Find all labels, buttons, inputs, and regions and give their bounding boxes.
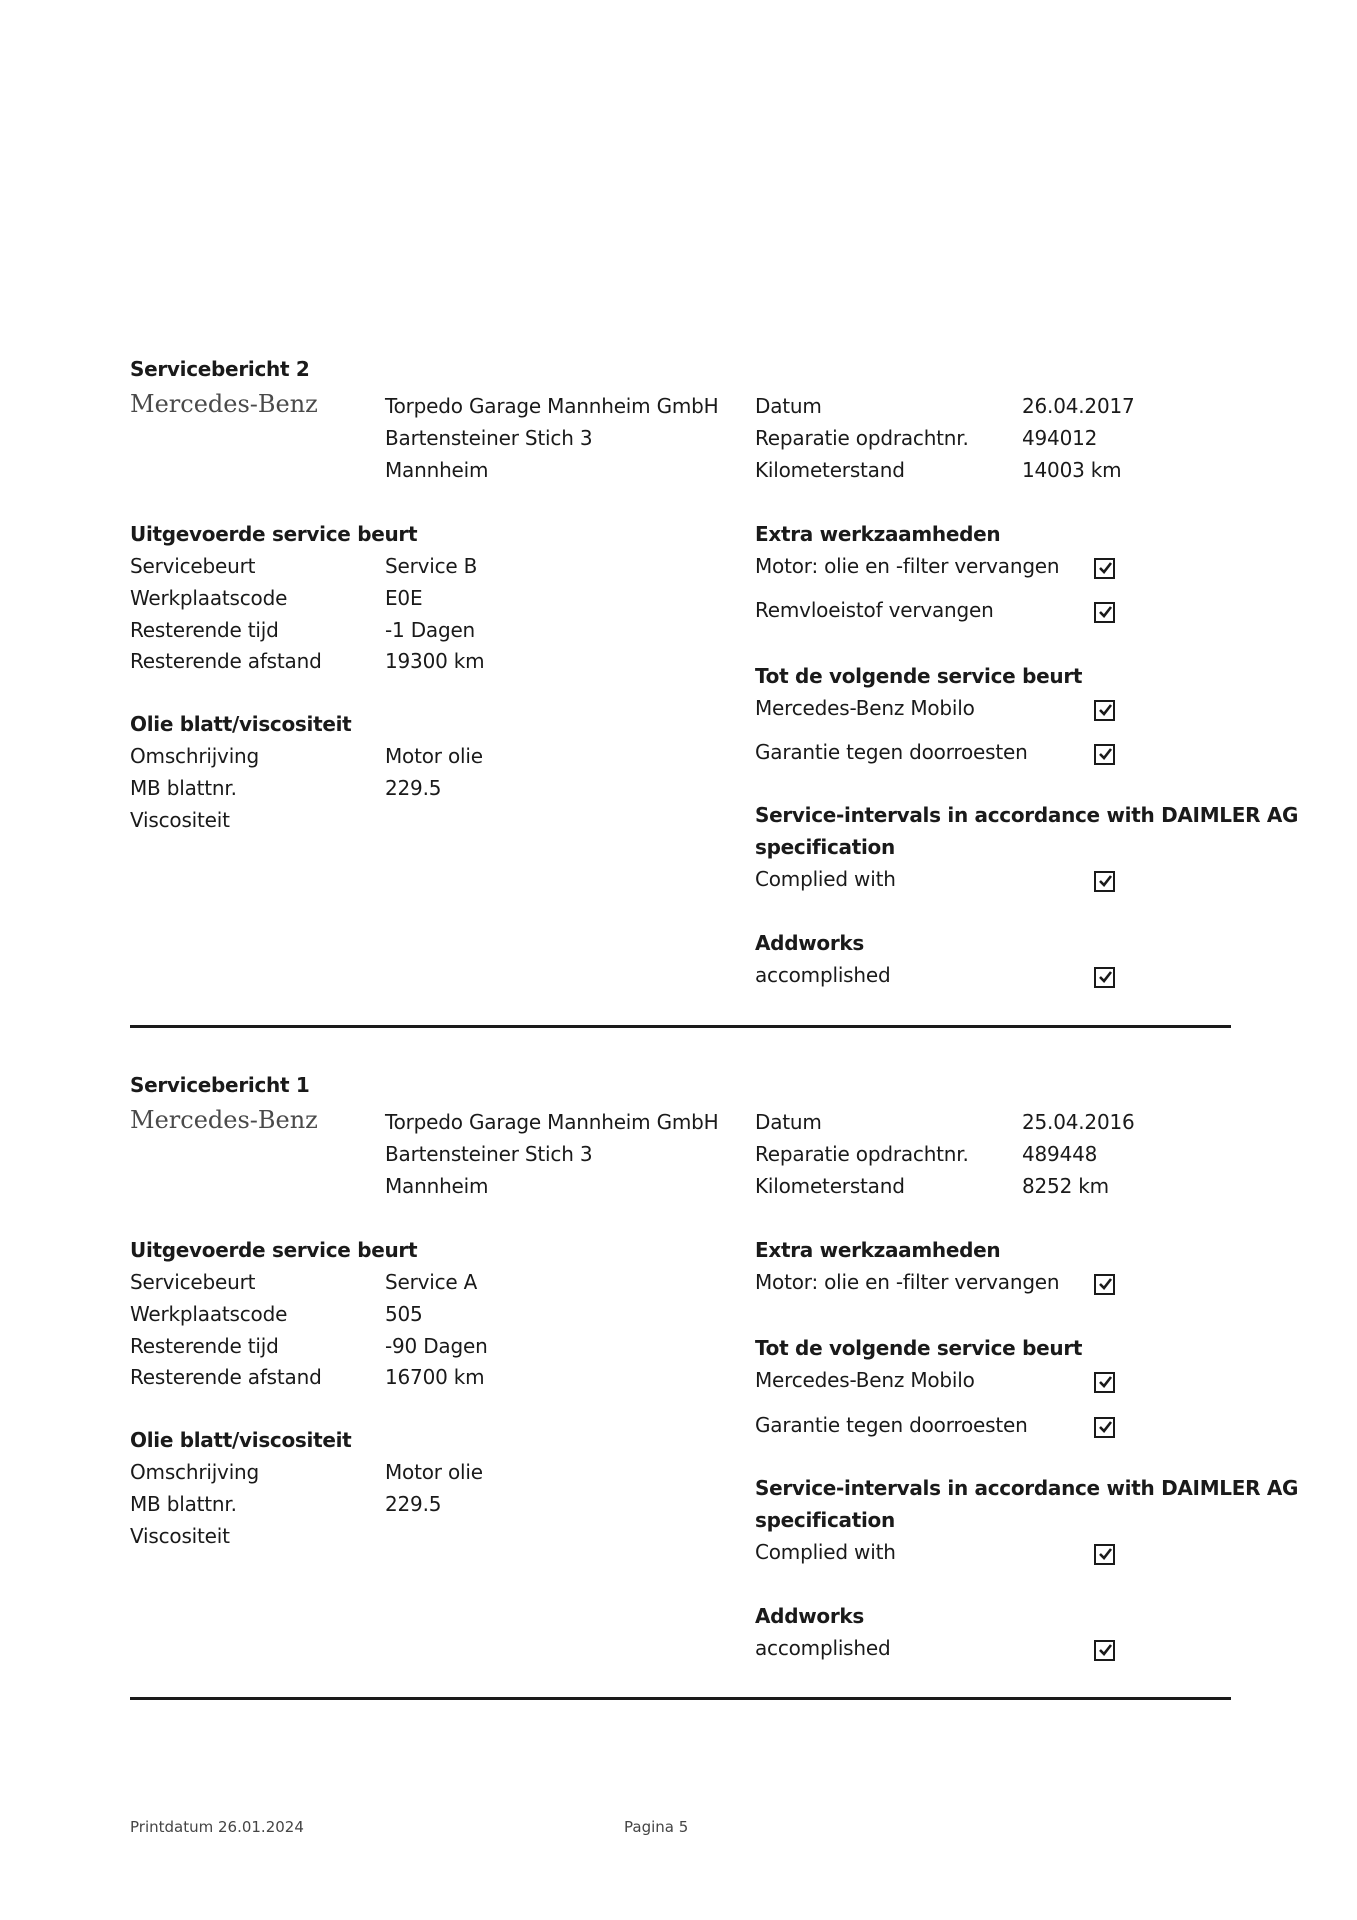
mb-sheet-label: MB blattnr. (130, 1492, 237, 1516)
extra-work-heading: Extra werkzaamheden (755, 522, 1001, 546)
checkbox-checked-icon (1094, 967, 1115, 988)
checkbox-checked-icon (1094, 744, 1115, 765)
checkbox-checked-icon (1094, 700, 1115, 721)
service-type-value: Service B (385, 554, 478, 578)
order-label: Reparatie opdrachtnr. (755, 426, 969, 450)
workshop-code-value: E0E (385, 586, 423, 610)
checkbox-checked-icon (1094, 558, 1115, 579)
next-item-label: Garantie tegen doorroesten (755, 1413, 1028, 1437)
garage-city: Mannheim (385, 458, 489, 482)
service-type-label: Servicebeurt (130, 1270, 256, 1294)
brand-logo: Mercedes-Benz (130, 1106, 318, 1134)
mileage-value: 14003 km (1022, 458, 1122, 482)
intervals-heading-line2: specification (755, 835, 895, 859)
oil-heading: Olie blatt/viscositeit (130, 712, 352, 736)
date-value: 26.04.2017 (1022, 394, 1135, 418)
mileage-label: Kilometerstand (755, 458, 905, 482)
oil-description-label: Omschrijving (130, 744, 260, 768)
page-number: Pagina 5 (624, 1818, 689, 1836)
date-value: 25.04.2016 (1022, 1110, 1135, 1134)
extra-item-label: Remvloeistof vervangen (755, 598, 994, 622)
section-divider (130, 1697, 1231, 1700)
order-label: Reparatie opdrachtnr. (755, 1142, 969, 1166)
date-label: Datum (755, 1110, 822, 1134)
order-value: 494012 (1022, 426, 1098, 450)
section-title: Servicebericht 1 (130, 1073, 310, 1097)
checkbox-checked-icon (1094, 1640, 1115, 1661)
intervals-item-label: Complied with (755, 867, 896, 891)
oil-description-label: Omschrijving (130, 1460, 260, 1484)
garage-street: Bartensteiner Stich 3 (385, 426, 593, 450)
remaining-distance-value: 19300 km (385, 649, 485, 673)
service-heading: Uitgevoerde service beurt (130, 1238, 418, 1262)
workshop-code-label: Werkplaatscode (130, 586, 288, 610)
service-type-value: Service A (385, 1270, 478, 1294)
checkbox-checked-icon (1094, 1544, 1115, 1565)
next-item-label: Mercedes-Benz Mobilo (755, 1368, 975, 1392)
checkbox-checked-icon (1094, 1372, 1115, 1393)
workshop-code-label: Werkplaatscode (130, 1302, 288, 1326)
intervals-heading: Service-intervals in accordance with DAIMLER AG (755, 803, 1299, 827)
extra-item-label: Motor: olie en -filter vervangen (755, 1270, 1060, 1294)
next-service-heading: Tot de volgende service beurt (755, 664, 1083, 688)
intervals-heading-line2: specification (755, 1508, 895, 1532)
intervals-heading: Service-intervals in accordance with DAIMLER AG (755, 1476, 1299, 1500)
brand-logo: Mercedes-Benz (130, 390, 318, 418)
section-divider (130, 1025, 1231, 1028)
extra-item-label: Motor: olie en -filter vervangen (755, 554, 1060, 578)
viscosity-label: Viscositeit (130, 808, 230, 832)
garage-street: Bartensteiner Stich 3 (385, 1142, 593, 1166)
service-type-label: Servicebeurt (130, 554, 256, 578)
addworks-item-label: accomplished (755, 1636, 891, 1660)
mileage-value: 8252 km (1022, 1174, 1109, 1198)
intervals-item-label: Complied with (755, 1540, 896, 1564)
addworks-heading: Addworks (755, 1604, 864, 1628)
viscosity-label: Viscositeit (130, 1524, 230, 1548)
workshop-code-value: 505 (385, 1302, 423, 1326)
mb-sheet-value: 229.5 (385, 776, 442, 800)
next-item-label: Garantie tegen doorroesten (755, 740, 1028, 764)
addworks-heading: Addworks (755, 931, 864, 955)
order-value: 489448 (1022, 1142, 1098, 1166)
checkbox-checked-icon (1094, 602, 1115, 623)
oil-description-value: Motor olie (385, 744, 483, 768)
checkbox-checked-icon (1094, 1274, 1115, 1295)
remaining-time-label: Resterende tijd (130, 618, 279, 642)
garage-name: Torpedo Garage Mannheim GmbH (385, 394, 719, 418)
next-item-label: Mercedes-Benz Mobilo (755, 696, 975, 720)
checkbox-checked-icon (1094, 1417, 1115, 1438)
remaining-distance-label: Resterende afstand (130, 649, 322, 673)
next-service-heading: Tot de volgende service beurt (755, 1336, 1083, 1360)
remaining-time-value: -90 Dagen (385, 1334, 488, 1358)
checkbox-checked-icon (1094, 871, 1115, 892)
remaining-time-value: -1 Dagen (385, 618, 476, 642)
garage-city: Mannheim (385, 1174, 489, 1198)
oil-heading: Olie blatt/viscositeit (130, 1428, 352, 1452)
print-date: Printdatum 26.01.2024 (130, 1818, 304, 1836)
mileage-label: Kilometerstand (755, 1174, 905, 1198)
addworks-item-label: accomplished (755, 963, 891, 987)
garage-name: Torpedo Garage Mannheim GmbH (385, 1110, 719, 1134)
mb-sheet-value: 229.5 (385, 1492, 442, 1516)
date-label: Datum (755, 394, 822, 418)
extra-work-heading: Extra werkzaamheden (755, 1238, 1001, 1262)
section-title: Servicebericht 2 (130, 357, 310, 381)
service-heading: Uitgevoerde service beurt (130, 522, 418, 546)
remaining-distance-label: Resterende afstand (130, 1365, 322, 1389)
mb-sheet-label: MB blattnr. (130, 776, 237, 800)
remaining-time-label: Resterende tijd (130, 1334, 279, 1358)
oil-description-value: Motor olie (385, 1460, 483, 1484)
remaining-distance-value: 16700 km (385, 1365, 485, 1389)
